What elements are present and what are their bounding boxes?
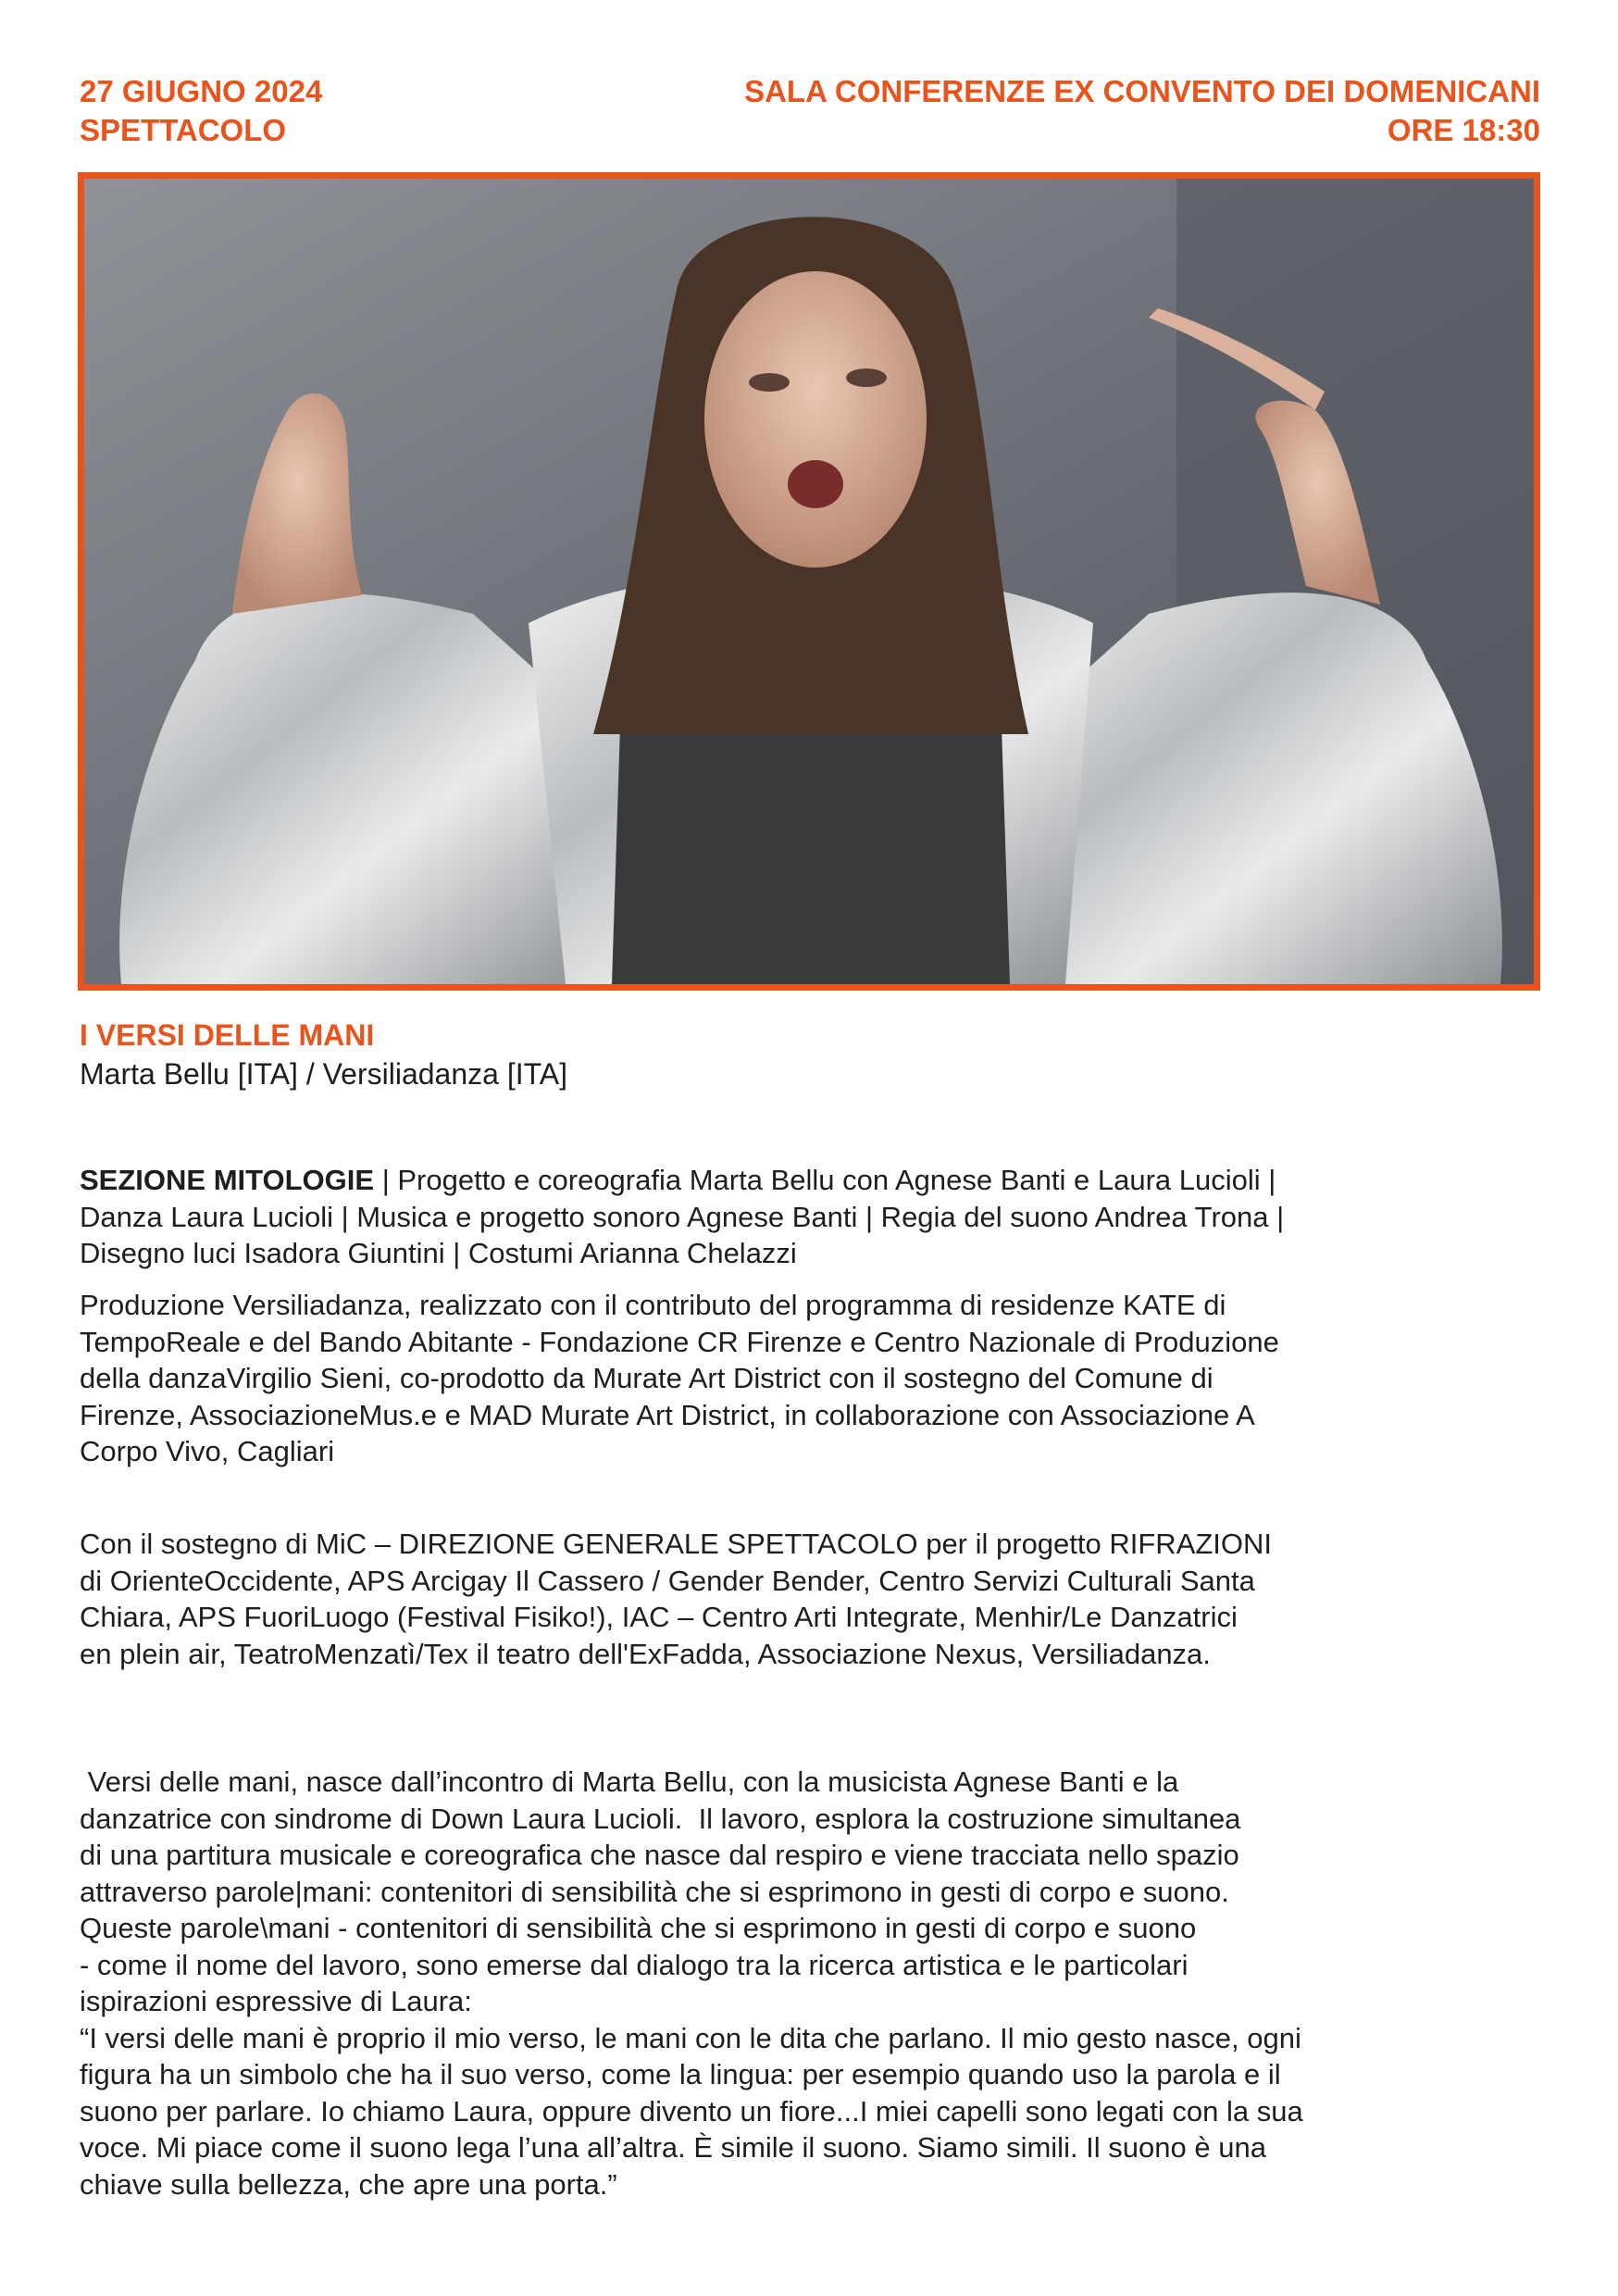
event-date: 27 GIUGNO 2024 (80, 74, 323, 108)
description-block (80, 1764, 1551, 2202)
production-line: TempoReale e del Bando Abitante - Fondazione CR Firenze e Centro Nazionale di Produzione (80, 1325, 1279, 1358)
support-line: Chiara, APS FuoriLuogo (Festival Fisiko!), IAC – Centro Arti Integrate, Menhir/Le Danzatrici (80, 1601, 1238, 1633)
credits-text: | Progetto e coreografia Marta Bellu con Agnese Banti e Laura Lucioli | (374, 1164, 1276, 1196)
show-artists: Marta Bellu [ITA] / Versiliadanza [ITA] (80, 1057, 568, 1091)
production-line: della danzaVirgilio Sieni, co-prodotto da Murate Art District con il sostegno del Comune di (80, 1362, 1214, 1394)
description-line: di una partitura musicale e coreografica che nasce dal respiro e viene tracciata nello spazio (80, 1839, 1239, 1871)
description-line: Versi delle mani, nasce dall’incontro di Marta Bellu, con la musicista Agnese Banti e la (80, 1766, 1179, 1798)
support-block (80, 1526, 1542, 1672)
description-line: chiave sulla bellezza, che apre una porta.” (80, 2167, 617, 2201)
event-category: SPETTACOLO (80, 113, 287, 147)
description-line: - come il nome del lavoro, sono emerse dal dialogo tra la ricerca artistica e le particolari (80, 1948, 1189, 1981)
section-label: SEZIONE MITOLOGIE (80, 1164, 375, 1196)
description-line: voce. Mi piace come il suono lega l’una all’altra. È simile il suono. Siamo simili. Il suono è una (80, 2131, 1266, 2164)
support-line: di OrienteOccidente, APS Arcigay Il Cassero / Gender Bender, Centro Servizi Culturali Santa (80, 1564, 1255, 1597)
show-title: I VERSI DELLE MANI (80, 1018, 375, 1052)
description-line: figura ha un simbolo che ha il suo verso, come la lingua: per esempio quando uso la parola e il (80, 2058, 1281, 2090)
header-right (744, 72, 1540, 150)
dancer-illustration (84, 179, 1534, 984)
production-block (80, 1287, 1542, 1470)
description-line: danzatrice con sindrome di Down Laura Lucioli. Il lavoro, esplora la costruzione simultanea (80, 1802, 1241, 1835)
description-line: attraverso parole|mani: contenitori di sensibilità che si esprimono in gesti di corpo e suono. (80, 1875, 1229, 1908)
description-line: suono per parlare. Io chiamo Laura, oppure divento un fiore...I miei capelli sono legati con la sua (80, 2094, 1303, 2128)
production-line: Corpo Vivo, Cagliari (80, 1435, 335, 1467)
credits-line: Disegno luci Isadora Giuntini | Costumi Arianna Chelazzi (80, 1237, 797, 1269)
description-line: Queste parole\mani - contenitori di sensibilità che si esprimono in gesti di corpo e suono (80, 1912, 1197, 1944)
header-left (80, 72, 322, 150)
credits-block (80, 1162, 1542, 1272)
performance-photo (78, 172, 1540, 991)
description-line: “I versi delle mani è proprio il mio verso, le mani con le dita che parlano. Il mio gesto nasce, ogni (80, 2021, 1301, 2054)
credits-line: Danza Laura Lucioli | Musica e progetto sonoro Agnese Banti | Regia del suono Andrea Trona | (80, 1200, 1285, 1233)
event-time: ORE 18:30 (1387, 113, 1540, 147)
production-line: Produzione Versiliadanza, realizzato con il contributo del programma di residenze KATE di (80, 1289, 1226, 1321)
support-line: en plein air, TeatroMenzatì/Tex il teatro dell'ExFadda, Associazione Nexus, Versiliadanza. (80, 1637, 1211, 1670)
production-line: Firenze, AssociazioneMus.e e MAD Murate Art District, in collaborazione con Associazione A (80, 1398, 1255, 1431)
description-line: ispirazioni espressive di Laura: (80, 1985, 472, 2017)
support-line: Con il sostegno di MiC – DIREZIONE GENERALE SPETTACOLO per il progetto RIFRAZIONI (80, 1528, 1273, 1560)
credits-line (80, 1162, 1542, 1199)
event-venue: SALA CONFERENZE EX CONVENTO DEI DOMENICANI (744, 74, 1540, 108)
